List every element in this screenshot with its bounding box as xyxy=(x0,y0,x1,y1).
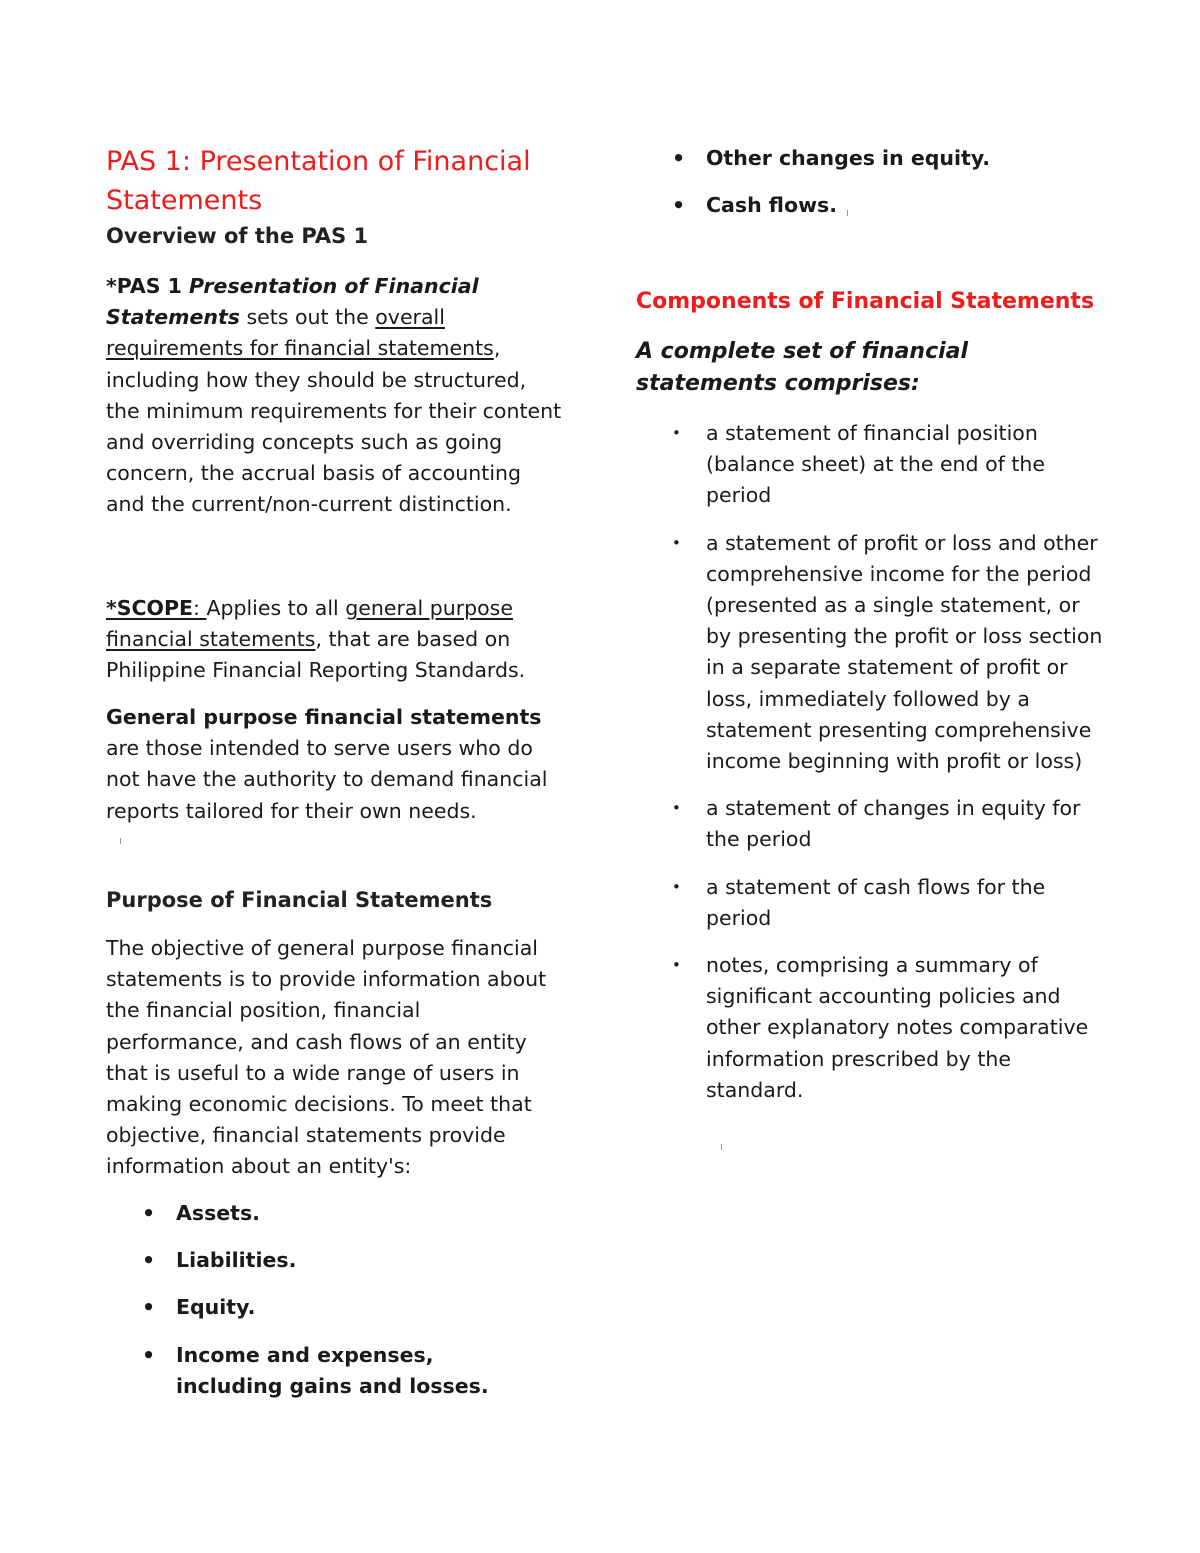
purpose-bullet-list-left xyxy=(142,1198,576,1402)
margin-mark xyxy=(120,838,121,844)
overview-prefix: *PAS 1 xyxy=(106,274,190,298)
list-item: • Cash flows. xyxy=(706,190,1106,221)
purpose-bullet-list-right xyxy=(672,143,1106,221)
scope-paragraph xyxy=(106,593,566,687)
bullet-icon: • xyxy=(142,1295,156,1320)
components-subheading: A complete set of financial statements comprises: xyxy=(636,339,969,396)
scope-label: *SCOPE xyxy=(106,596,193,620)
margin-mark xyxy=(721,1144,722,1150)
list-item: • a statement of financial position (balance sheet) at the end of the period xyxy=(636,418,1106,512)
bullet-icon: • xyxy=(142,1201,156,1225)
bullet-icon: • xyxy=(672,533,681,552)
components-list xyxy=(636,418,1106,1122)
list-item: • notes, comprising a summary of significant accounting policies and other explanatory notes comparative information prescribed by the standard. xyxy=(636,950,1106,1106)
general-purpose-rest: are those intended to serve users who do not have the authority to demand financial reports tailored for their own needs. xyxy=(106,736,548,823)
overview-rest: , including how they should be structured, the minimum requirements for their content and overriding concepts such as going concern, the accrual basis of accounting and the current/non-current distinction. xyxy=(106,336,562,517)
margin-mark xyxy=(847,210,848,216)
list-item: • Other changes in equity. xyxy=(706,143,1106,174)
overview-heading: Overview of the PAS 1 xyxy=(106,224,369,248)
bullet-icon: • xyxy=(672,956,681,975)
bullet-icon: • xyxy=(672,424,681,442)
overview-mid: sets out the xyxy=(239,305,376,330)
list-item: • Liabilities. xyxy=(176,1245,576,1276)
scope-text2: , that are based on Philippine Financial Reporting Standards. xyxy=(106,627,526,683)
bullet-icon: • xyxy=(672,146,686,170)
overview-paragraph xyxy=(106,271,566,521)
document-title: PAS 1: Presentation of Financial Statements xyxy=(106,146,531,216)
bullet-icon: • xyxy=(672,799,681,818)
bullet-icon: • xyxy=(142,1342,156,1367)
list-item: • Equity. xyxy=(176,1292,576,1323)
bullet-icon: • xyxy=(142,1248,156,1273)
overview-italic-title: Presentation of Financial Statements xyxy=(106,274,479,330)
list-item: • a statement of profit or loss and other comprehensive income for the period (presented as a single statement, or by presenting the profit or loss section in a separate statement of profit or loss, immediately followed by a statement presenting comprehensive income beginning with profit or loss) xyxy=(636,528,1106,778)
list-item: • Assets. xyxy=(176,1198,576,1229)
general-purpose-bold: General purpose financial statements xyxy=(106,705,542,729)
bullet-icon: • xyxy=(672,193,686,218)
scope-underlined: general purpose financial statements xyxy=(106,596,513,652)
overview-underlined: overall requirements for financial statements xyxy=(106,305,494,361)
scope-text1: Applies to all xyxy=(206,596,346,620)
components-heading: Components of Financial Statements xyxy=(636,289,1095,314)
list-item: • a statement of changes in equity for the period xyxy=(636,793,1106,855)
bullet-icon: • xyxy=(672,877,681,896)
purpose-heading: Purpose of Financial Statements xyxy=(106,888,493,912)
list-item: • Income and expenses, including gains and losses. xyxy=(176,1340,516,1402)
purpose-paragraph: The objective of general purpose financial statements is to provide information about the financial position, financial performance, and cash flows of an entity that is useful to a wide range of users in making economic decisions. To meet that objective, financial statements provide information about an entity's: xyxy=(106,936,547,1179)
scope-colon: : xyxy=(193,596,207,620)
list-item: • a statement of cash flows for the period xyxy=(636,872,1106,934)
general-purpose-paragraph xyxy=(106,702,566,827)
